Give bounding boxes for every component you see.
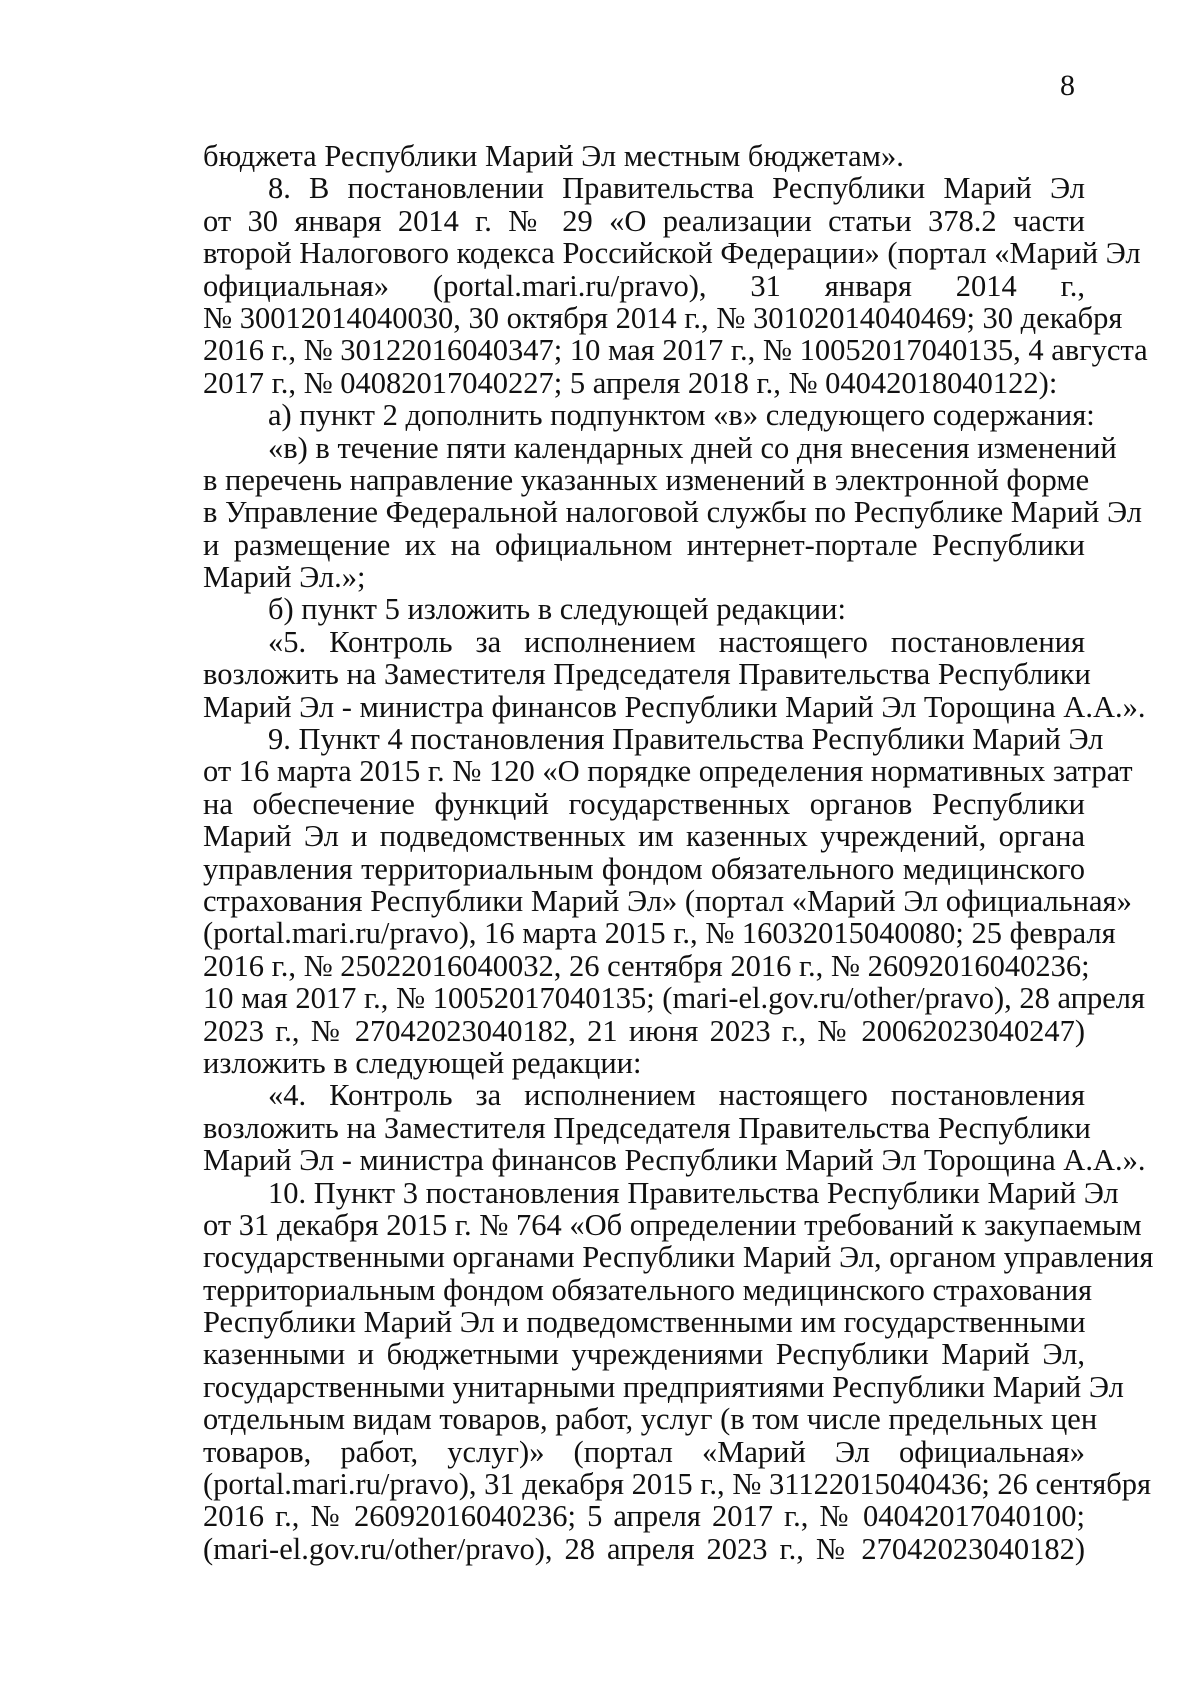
text-line: № 30012014040030, 30 октября 2014 г., № 30102014040469; 30 декабря [203, 300, 1123, 335]
text-line: Марий Эл - министра финансов Республики Марий Эл Торощина А.А.». [203, 1143, 1146, 1178]
text-line: возложить на Заместителя Председателя Правительства Республики [203, 1110, 1091, 1145]
text-line: от 30 января 2014 г. № 29 «О реализации статьи 378.2 части [203, 203, 1085, 238]
text-line: «в) в течение пяти календарных дней со дня внесения изменений [268, 430, 1117, 465]
text-line: Республики Марий Эл и подведомственными им государственными [203, 1305, 1086, 1340]
text-line: территориальным фондом обязательного медицинского страхования [203, 1272, 1093, 1307]
text-line: от 31 декабря 2015 г. № 764 «Об определении требований к закупаемым [203, 1207, 1142, 1242]
text-line: казенными и бюджетными учреждениями Республики Марий Эл, [203, 1337, 1085, 1372]
page-number: 8 [1060, 69, 1075, 102]
text-line: официальная» (portal.mari.ru/pravo), 31 января 2014 г., [203, 268, 1085, 303]
text-line: государственными унитарными предприятиями Республики Марий Эл [203, 1369, 1124, 1404]
text-line: от 16 марта 2015 г. № 120 «О порядке определения нормативных затрат [203, 754, 1133, 789]
text-line: товаров, работ, услуг)» (портал «Марий Эл официальная» [203, 1434, 1085, 1469]
text-line: 2016 г., № 26092016040236; 5 апреля 2017 г., № 04042017040100; [203, 1499, 1085, 1534]
text-line: второй Налогового кодекса Российской Федерации» (портал «Марий Эл [203, 236, 1141, 271]
text-line: «4. Контроль за исполнением настоящего постановления [268, 1078, 1085, 1113]
text-line: 10 мая 2017 г., № 10052017040135; (mari-el.gov.ru/other/pravo), 28 апреля [203, 981, 1146, 1016]
text-line: отдельным видам товаров, работ, услуг (в том числе предельных цен [203, 1402, 1098, 1437]
text-line: а) пункт 2 дополнить подпунктом «в» следующего содержания: [268, 398, 1095, 433]
text-line: бюджета Республики Марий Эл местным бюджетам». [203, 139, 904, 173]
text-line: государственными органами Республики Марий Эл, органом управления [203, 1240, 1154, 1275]
text-line: б) пункт 5 изложить в следующей редакции: [268, 592, 846, 627]
text-line: 8. В постановлении Правительства Республики Марий Эл [268, 171, 1085, 206]
text-line: 9. Пункт 4 постановления Правительства Республики Марий Эл [268, 722, 1104, 757]
text-line: управления территориальным фондом обязательного медицинского [203, 851, 1085, 886]
text-line: «5. Контроль за исполнением настоящего постановления [268, 624, 1085, 659]
text-line: изложить в следующей редакции: [203, 1045, 642, 1080]
text-line: (portal.mari.ru/pravo), 31 декабря 2015 г., № 31122015040436; 26 сентября [203, 1467, 1152, 1502]
text-line: в перечень направление указанных изменений в электронной форме [203, 462, 1090, 497]
text-line: Марий Эл - министра финансов Республики Марий Эл Торощина А.А.». [203, 689, 1146, 724]
document-body [203, 139, 1154, 1566]
text-line: и размещение их на официальном интернет-портале Республики [203, 527, 1085, 562]
text-line: (portal.mari.ru/pravo), 16 марта 2015 г., № 16032015040080; 25 февраля [203, 916, 1116, 951]
text-line: Марий Эл и подведомственных им казенных учреждений, органа [203, 819, 1085, 854]
text-line: страхования Республики Марий Эл» (портал «Марий Эл официальная» [203, 883, 1132, 918]
text-line: в Управление Федеральной налоговой службы по Республике Марий Эл [203, 495, 1142, 530]
text-line: 2017 г., № 04082017040227; 5 апреля 2018 г., № 04042018040122): [203, 365, 1058, 400]
text-line: возложить на Заместителя Председателя Правительства Республики [203, 657, 1091, 692]
text-line: 10. Пункт 3 постановления Правительства Республики Марий Эл [268, 1175, 1119, 1210]
text-line: 2016 г., № 25022016040032, 26 сентября 2016 г., № 26092016040236; [203, 948, 1090, 983]
text-line: 2023 г., № 27042023040182, 21 июня 2023 г., № 20062023040247) [203, 1013, 1085, 1048]
text-line: Марий Эл.»; [203, 560, 366, 595]
text-line: на обеспечение функций государственных органов Республики [203, 786, 1085, 821]
text-line: 2016 г., № 30122016040347; 10 мая 2017 г., № 10052017040135, 4 августа [203, 333, 1148, 368]
text-line: (mari-el.gov.ru/other/pravo), 28 апреля 2023 г., № 27042023040182) [203, 1531, 1085, 1566]
